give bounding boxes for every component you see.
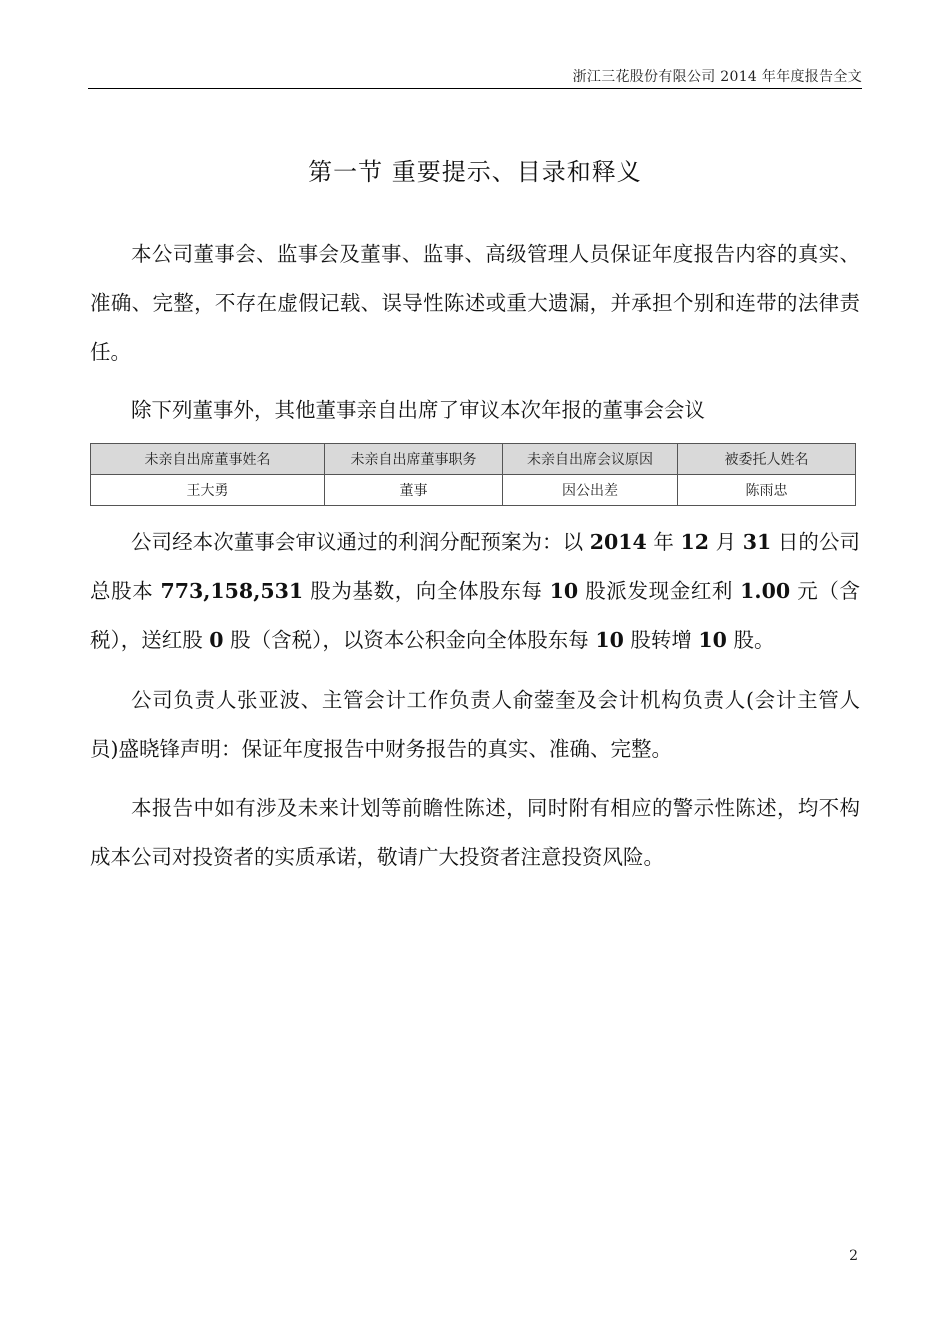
running-header: 浙江三花股份有限公司 2014 年年度报告全文	[572, 69, 862, 85]
text-segment: 股。	[726, 628, 775, 652]
paragraph-responsible-persons: 公司负责人张亚波、主管会计工作负责人俞蓥奎及会计机构负责人(会计主管人员)盛晓锋声明：保证年度报告中财务报告的真实、准确、完整。	[90, 688, 860, 761]
page-number: 2	[849, 1248, 858, 1264]
text-segment: 元（含税），送红股	[90, 579, 860, 652]
table-header-cell: 未亲自出席会议原因	[503, 444, 678, 475]
paragraph-forward-looking: 本报告中如有涉及未来计划等前瞻性陈述，同时附有相应的警示性陈述，均不构成本公司对投资者的实质承诺，敬请广大投资者注意投资风险。	[90, 796, 860, 869]
text-segment: 年	[646, 530, 681, 554]
text-segment: 公司经本次董事会审议通过的利润分配预案为：以	[131, 530, 590, 554]
bold-number: 10	[595, 628, 624, 652]
table-cell: 陈雨忠	[678, 475, 856, 506]
paragraph-absent-directors: 除下列董事外，其他董事亲自出席了审议本次年报的董事会会议	[131, 398, 705, 422]
bold-number: 1.00	[740, 579, 791, 603]
table-row	[91, 475, 856, 506]
text-segment: 股（含税），以资本公积金向全体股东每	[223, 628, 596, 652]
text-segment: 日的公司总股本	[90, 530, 860, 603]
table-cell: 王大勇	[91, 475, 325, 506]
table-header-row	[91, 444, 856, 475]
paragraph-profit-distribution	[90, 518, 860, 665]
paragraph-board-guarantee: 本公司董事会、监事会及董事、监事、高级管理人员保证年度报告内容的真实、准确、完整，不存在虚假记载、误导性陈述或重大遗漏，并承担个别和连带的法律责任。	[90, 242, 860, 364]
text-segment: 股转增	[623, 628, 699, 652]
bold-number: 12	[680, 530, 710, 554]
text-segment: 股为基数，向全体股东每	[303, 579, 550, 603]
text-segment: 月	[709, 530, 743, 554]
table-header-cell: 被委托人姓名	[678, 444, 856, 475]
bold-number: 2014	[589, 530, 647, 554]
header-divider	[88, 88, 862, 89]
bold-number: 10	[698, 628, 727, 652]
bold-number: 31	[742, 530, 772, 554]
table-header-cell: 未亲自出席董事姓名	[91, 444, 325, 475]
bold-number: 773,158,531	[160, 579, 304, 603]
bold-number: 10	[549, 579, 579, 603]
text-segment: 股派发现金红利	[578, 579, 741, 603]
table-header-cell: 未亲自出席董事职务	[325, 444, 503, 475]
bold-number: 0	[209, 628, 224, 652]
table-cell: 董事	[325, 475, 503, 506]
absent-directors-table	[90, 443, 856, 506]
table-cell: 因公出差	[503, 475, 678, 506]
section-title: 第一节 重要提示、目录和释义	[308, 158, 642, 186]
